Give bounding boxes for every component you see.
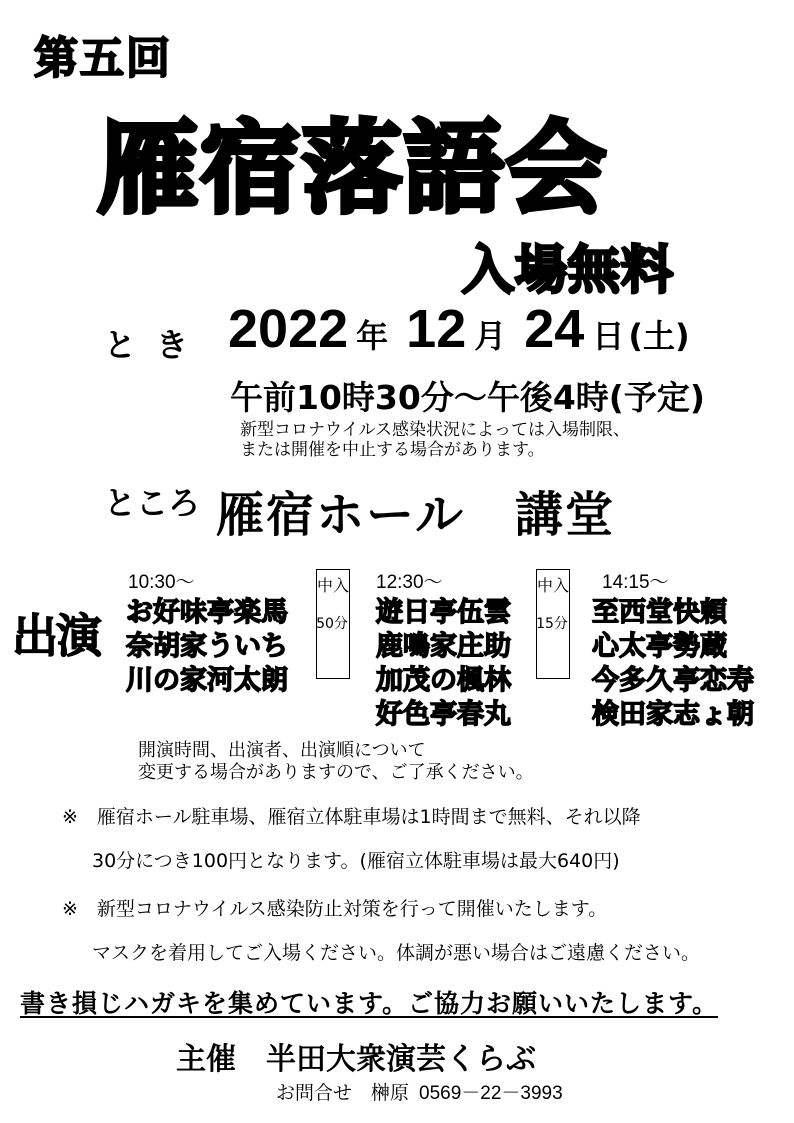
performer-name: 遊日亭伍雲 — [376, 597, 511, 628]
performer-name: 心太亭勢蔵 — [592, 631, 727, 662]
date-month: 12 — [406, 299, 467, 359]
covid-admission-notice — [240, 420, 630, 460]
covid-measures-line1: ※ 新型コロナウイルス感染防止対策を行って開催いたします。 — [62, 898, 608, 920]
performer-name: 奈胡家ういち — [126, 631, 288, 662]
organizer: 主催 半田大衆演芸くらぶ — [176, 1042, 536, 1077]
performer-name: 好色亭春丸 — [376, 699, 511, 730]
slot-time: 12:30～ — [376, 572, 443, 593]
event-date — [228, 298, 690, 360]
parking-notice-line2: 30分につき100円となります。(雁宿立体駐車場は最大640円) — [92, 850, 620, 872]
covid-admission-notice-line1: 新型コロナウイルス感染状況によっては入場制限、 — [240, 420, 630, 440]
date-year: 2022 — [228, 299, 349, 359]
performer-name: 検田家志ょ朝 — [592, 699, 754, 730]
date-weekday: (土) — [628, 317, 690, 355]
intermission-box — [536, 569, 570, 679]
intermission-duration: 15分 — [536, 616, 568, 632]
performer-name: 今多久亭恋寿 — [592, 665, 754, 696]
date-day-unit: 日 — [592, 317, 625, 355]
program-change-note-line1: 開演時間、出演者、出演順について — [138, 740, 426, 761]
venue-name: 雁宿ホール 講堂 — [216, 487, 616, 543]
date-day: 24 — [524, 299, 585, 359]
parking-notice-line1: ※ 雁宿ホール駐車場、雁宿立体駐車場は1時間まで無料、それ以降 — [62, 806, 641, 828]
admission-free-label: 入場無料 — [462, 241, 675, 301]
performer-name: 至西堂快頼 — [592, 597, 727, 628]
date-year-unit: 年 — [356, 317, 389, 355]
event-title: 雁宿落語会 — [98, 110, 608, 227]
where-label: ところ — [104, 484, 201, 522]
intermission-box — [316, 569, 350, 679]
intermission-duration: 50分 — [316, 616, 348, 632]
performer-list — [126, 596, 288, 698]
slot-time: 10:30～ — [128, 572, 195, 593]
covid-measures-line2: マスクを着用してご入場ください。体調が悪い場合はご遠慮ください。 — [92, 942, 701, 964]
program-change-note — [138, 740, 534, 784]
postcard-collection-notice: 書き損じハガキを集めています。ご協力お願いいたします。 — [20, 989, 719, 1018]
cast-label: 出演 — [12, 609, 100, 663]
slot-time: 14:15～ — [602, 572, 669, 593]
when-label: とき — [104, 326, 209, 364]
performer-list — [376, 596, 511, 732]
event-time: 午前10時30分～午後4時(予定) — [230, 378, 705, 417]
contact-label: お問合せ 榊原 — [276, 1082, 410, 1104]
performer-name: 鹿鳴家庄助 — [376, 631, 511, 662]
contact-phone: 0569－22－3993 — [419, 1083, 563, 1104]
performer-list — [592, 596, 754, 732]
edition-label: 第五回 — [34, 33, 172, 84]
contact-info — [276, 1078, 563, 1105]
intermission-label: 中入 — [537, 576, 570, 595]
intermission-label: 中入 — [317, 576, 350, 595]
performer-name: 川の家河太朗 — [126, 665, 288, 696]
performer-name: 加茂の楓林 — [376, 665, 511, 696]
date-month-unit: 月 — [474, 317, 507, 355]
program-change-note-line2: 変更する場合がありますので、ご了承ください。 — [138, 762, 534, 783]
performer-name: お好味亭楽馬 — [126, 597, 288, 628]
covid-admission-notice-line2: または開催を中止する場合があります。 — [240, 440, 545, 460]
